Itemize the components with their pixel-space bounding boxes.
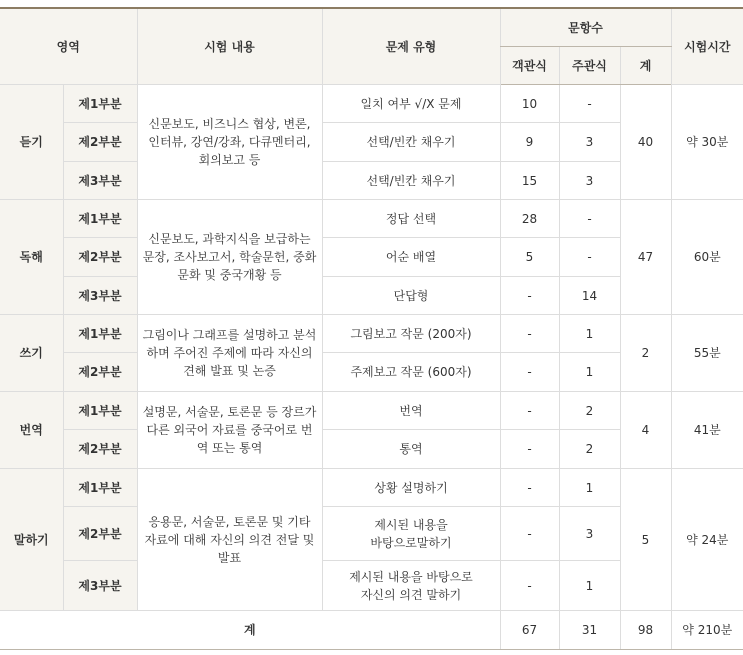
part-cell: 제2부분: [63, 238, 137, 277]
header-time: 시험시간: [671, 8, 743, 85]
header-sum: 계: [620, 47, 671, 85]
header-area: 영역: [0, 8, 137, 85]
part-cell: 제3부분: [63, 561, 137, 611]
part-cell: 제2부분: [63, 123, 137, 162]
objective-cell: -: [500, 277, 559, 315]
time-cell: 60분: [671, 200, 743, 315]
type-cell: 제시된 내용을 바탕으로 자신의 의견 말하기: [322, 561, 500, 611]
type-cell: 제시된 내용을 바탕으로말하기: [322, 507, 500, 561]
objective-cell: 10: [500, 85, 559, 123]
subjective-cell: 14: [559, 277, 620, 315]
sum-cell: 47: [620, 200, 671, 315]
part-cell: 제1부분: [63, 200, 137, 238]
subjective-cell: 1: [559, 469, 620, 507]
sum-cell: 40: [620, 85, 671, 200]
type-cell: 번역: [322, 392, 500, 430]
header-count: 문항수: [500, 8, 671, 47]
sum-cell: 4: [620, 392, 671, 469]
total-objective: 67: [500, 611, 559, 650]
total-subjective: 31: [559, 611, 620, 650]
part-cell: 제2부분: [63, 353, 137, 392]
subjective-cell: -: [559, 200, 620, 238]
total-label: 계: [0, 611, 500, 650]
total-time: 약 210분: [671, 611, 743, 650]
part-cell: 제3부분: [63, 277, 137, 315]
objective-cell: -: [500, 353, 559, 392]
type-cell: 선택/빈칸 채우기: [322, 162, 500, 200]
content-cell: 설명문, 서술문, 토론문 등 장르가 다른 외국어 자료를 중국어로 번역 또는 통역: [137, 392, 322, 469]
table-row: [0, 392, 743, 430]
subjective-cell: 3: [559, 123, 620, 162]
part-cell: 제2부분: [63, 430, 137, 469]
subjective-cell: 2: [559, 392, 620, 430]
type-cell: 그림보고 작문 (200자): [322, 315, 500, 353]
time-cell: 41분: [671, 392, 743, 469]
type-cell: 상황 설명하기: [322, 469, 500, 507]
subjective-cell: -: [559, 238, 620, 277]
area-cell: 쓰기: [0, 315, 63, 392]
part-cell: 제3부분: [63, 162, 137, 200]
type-cell: 단답형: [322, 277, 500, 315]
objective-cell: -: [500, 430, 559, 469]
subjective-cell: 1: [559, 353, 620, 392]
subjective-cell: 3: [559, 507, 620, 561]
objective-cell: -: [500, 507, 559, 561]
area-cell: 듣기: [0, 85, 63, 200]
part-cell: 제1부분: [63, 469, 137, 507]
objective-cell: 15: [500, 162, 559, 200]
subjective-cell: 1: [559, 315, 620, 353]
header-subjective: 주관식: [559, 47, 620, 85]
table-row: [0, 469, 743, 507]
type-cell: 정답 선택: [322, 200, 500, 238]
objective-cell: 9: [500, 123, 559, 162]
objective-cell: -: [500, 561, 559, 611]
area-cell: 번역: [0, 392, 63, 469]
objective-cell: -: [500, 315, 559, 353]
part-cell: 제2부분: [63, 507, 137, 561]
type-cell: 어순 배열: [322, 238, 500, 277]
area-cell: 독해: [0, 200, 63, 315]
type-cell: 주제보고 작문 (600자): [322, 353, 500, 392]
time-cell: 약 24분: [671, 469, 743, 611]
header-content: 시험 내용: [137, 8, 322, 85]
type-cell: 일치 여부 √/X 문제: [322, 85, 500, 123]
objective-cell: 5: [500, 238, 559, 277]
exam-structure-table: [0, 7, 743, 650]
content-cell: 그림이나 그래프를 설명하고 분석하며 주어진 주제에 따라 자신의 견해 발표 및 논증: [137, 315, 322, 392]
content-cell: 응용문, 서술문, 토론문 및 기타 자료에 대해 자신의 의견 전달 및 발표: [137, 469, 322, 611]
total-sum: 98: [620, 611, 671, 650]
part-cell: 제1부분: [63, 315, 137, 353]
objective-cell: 28: [500, 200, 559, 238]
header-objective: 객관식: [500, 47, 559, 85]
content-cell: 신문보도, 비즈니스 협상, 변론, 인터뷰, 강연/강좌, 다큐멘터리, 회의보고 등: [137, 85, 322, 200]
header-type: 문제 유형: [322, 8, 500, 85]
table-row: [0, 315, 743, 353]
sum-cell: 2: [620, 315, 671, 392]
sum-cell: 5: [620, 469, 671, 611]
subjective-cell: 3: [559, 162, 620, 200]
content-cell: 신문보도, 과학지식을 보급하는 문장, 조사보고서, 학술문헌, 중화문화 및 중국개황 등: [137, 200, 322, 315]
time-cell: 55분: [671, 315, 743, 392]
table-row: [0, 85, 743, 123]
area-cell: 말하기: [0, 469, 63, 611]
objective-cell: -: [500, 469, 559, 507]
subjective-cell: 1: [559, 561, 620, 611]
part-cell: 제1부분: [63, 392, 137, 430]
objective-cell: -: [500, 392, 559, 430]
type-cell: 선택/빈칸 채우기: [322, 123, 500, 162]
part-cell: 제1부분: [63, 85, 137, 123]
time-cell: 약 30분: [671, 85, 743, 200]
subjective-cell: -: [559, 85, 620, 123]
total-row: [0, 611, 743, 650]
table-row: [0, 200, 743, 238]
subjective-cell: 2: [559, 430, 620, 469]
type-cell: 통역: [322, 430, 500, 469]
